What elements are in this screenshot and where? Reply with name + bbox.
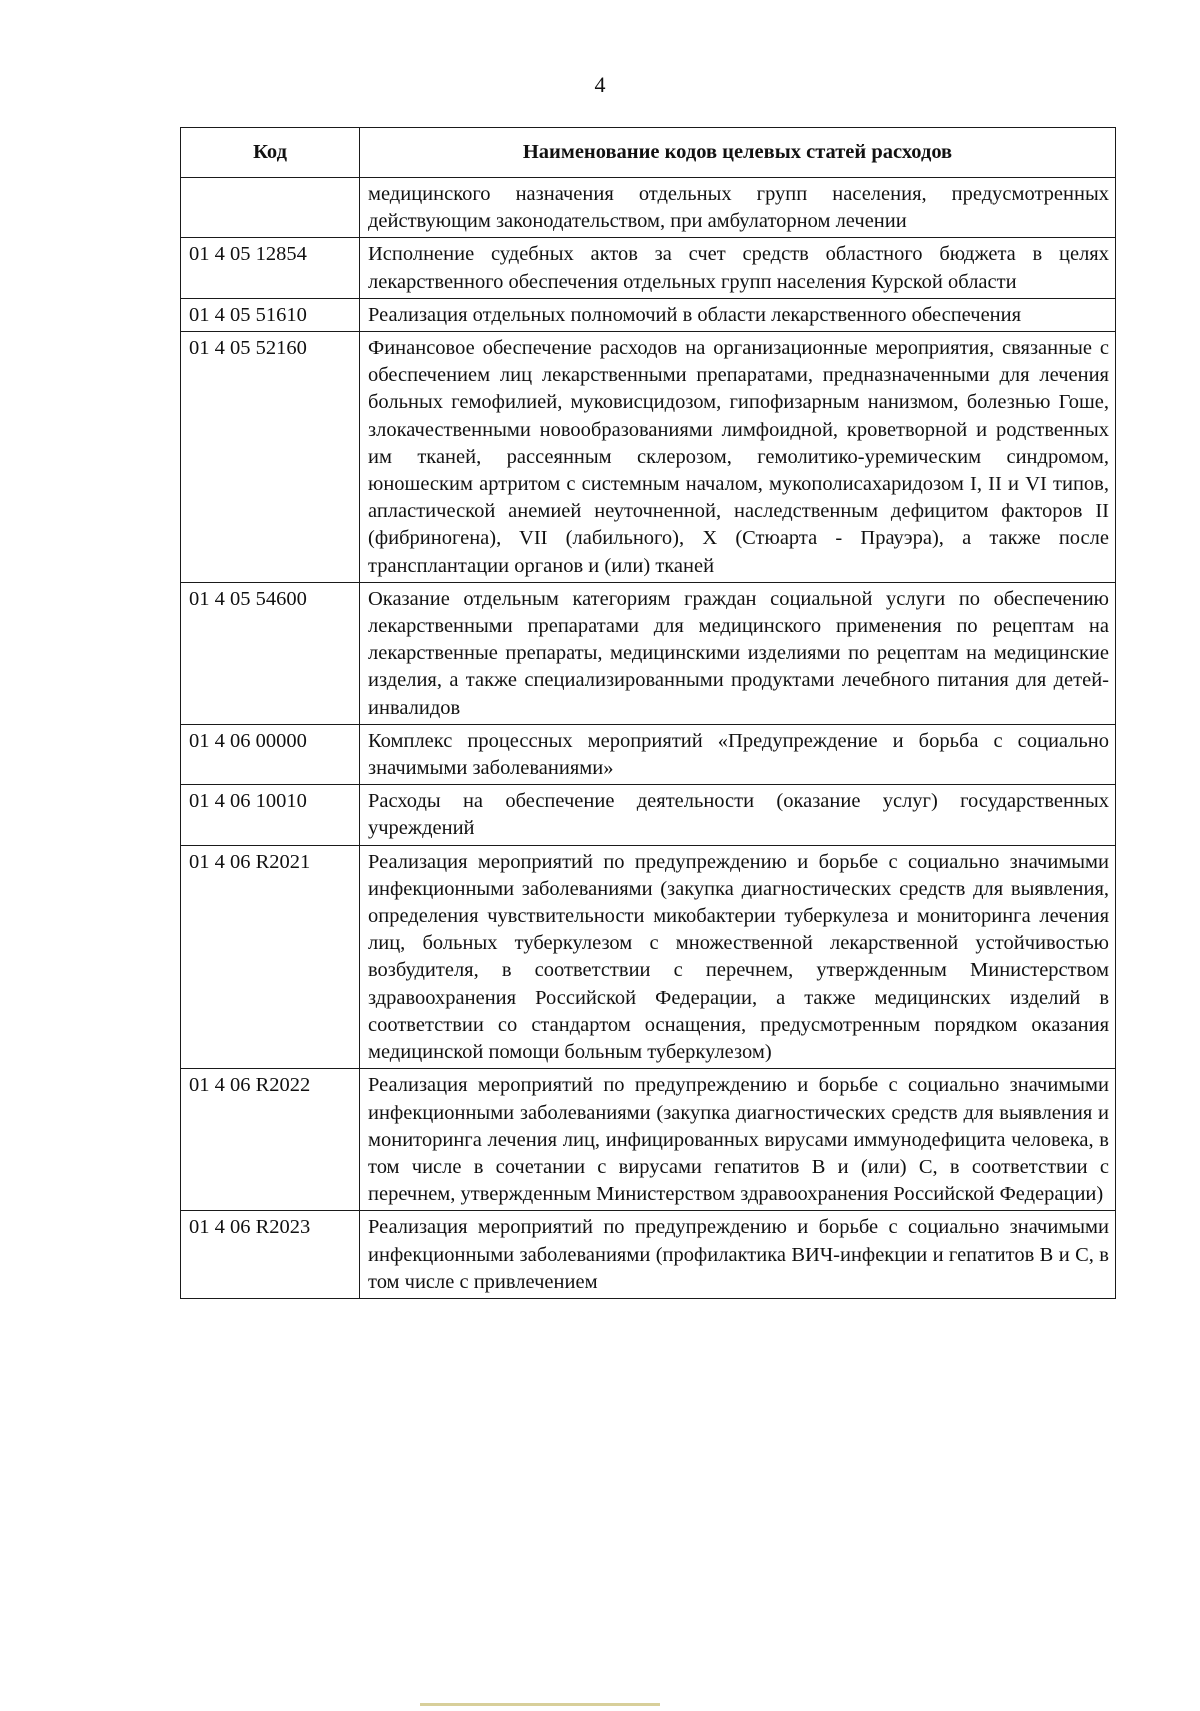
row-code: 01 4 05 51610 [181,298,360,331]
header-code: Код [181,128,360,178]
table-row [181,1211,1116,1299]
row-code: 01 4 06 10010 [181,785,360,845]
row-name: Реализация мероприятий по предупреждению и борьбе с социально значимыми инфекционными заболеваниями (профилактика ВИЧ-инфекции и гепатитов B и C, в том числе с привлечением [360,1211,1116,1299]
row-code: 01 4 06 00000 [181,724,360,784]
row-code: 01 4 05 54600 [181,582,360,724]
row-name: Исполнение судебных актов за счет средств областного бюджета в целях лекарственного обеспечения отдельных групп населения Курской области [360,238,1116,298]
row-code: 01 4 06 R2021 [181,845,360,1069]
page-number: 4 [594,72,606,97]
scan-edge-mark [420,1703,660,1706]
table-row [181,178,1116,238]
row-name: Оказание отдельным категориям граждан социальной услуги по обеспечению лекарственными препаратами для медицинского применения по рецептам на лекарственные препараты, медицинскими изделиями по рецептам на медицинские изделия, а также специализированными продуктами лечебного питания для детей-инвалидов [360,582,1116,724]
table-header-row [181,128,1116,178]
row-name: Расходы на обеспечение деятельности (оказание услуг) государственных учреждений [360,785,1116,845]
target-expense-codes-table [180,127,1116,1299]
row-name: Комплекс процессных мероприятий «Предупреждение и борьба с социально значимыми заболеваниями» [360,724,1116,784]
row-code: 01 4 06 R2023 [181,1211,360,1299]
table-row [181,845,1116,1069]
row-code: 01 4 05 12854 [181,238,360,298]
row-code [181,178,360,238]
table-row [181,298,1116,331]
row-code: 01 4 06 R2022 [181,1069,360,1211]
table-row [181,1069,1116,1211]
table-row [181,238,1116,298]
row-name: медицинского назначения отдельных групп населения, предусмотренных действующим законодательством, при амбулаторном лечении [360,178,1116,238]
row-name: Реализация мероприятий по предупреждению и борьбе с социально значимыми инфекционными заболеваниями (закупка диагностических средств для выявления, определения чувствительности микобактерии туберкулеза и мониторинга лечения лиц, больных туберкулезом с множественной лекарственной устойчивостью возбудителя, в соответствии с перечнем, утвержденным Министерством здравоохранения Российской Федерации, а также медицинских изделий в соответствии со стандартом оснащения, предусмотренным порядком оказания медицинской помощи больным туберкулезом) [360,845,1116,1069]
table-row [181,724,1116,784]
table-row [181,582,1116,724]
row-name: Финансовое обеспечение расходов на организационные мероприятия, связанные с обеспечением лиц лекарственными препаратами, предназначенными для лечения больных гемофилией, муковисцидозом, гипофизарным нанизмом, болезнью Гоше, злокачественными новообразованиями лимфоидной, кроветворной и родственных им тканей, рассеянным склерозом, гемолитико-уремическим синдромом, юношеским артритом с системным началом, мукополисахаридозом I, II и VI типов, апластической анемией неуточненной, наследственным дефицитом факторов II (фибриногена), VII (лабильного), X (Стюарта - Прауэра), а также после трансплантации органов и (или) тканей [360,332,1116,583]
table-row [181,785,1116,845]
header-name: Наименование кодов целевых статей расходов [360,128,1116,178]
table-row [181,332,1116,583]
row-name: Реализация отдельных полномочий в области лекарственного обеспечения [360,298,1116,331]
row-name: Реализация мероприятий по предупреждению и борьбе с социально значимыми инфекционными заболеваниями (закупка диагностических средств для выявления и мониторинга лечения лиц, инфицированных вирусами иммунодефицита человека, в том числе в сочетании с вирусами гепатитов B и (или) C, в соответствии с перечнем, утвержденным Министерством здравоохранения Российской Федерации) [360,1069,1116,1211]
row-code: 01 4 05 52160 [181,332,360,583]
